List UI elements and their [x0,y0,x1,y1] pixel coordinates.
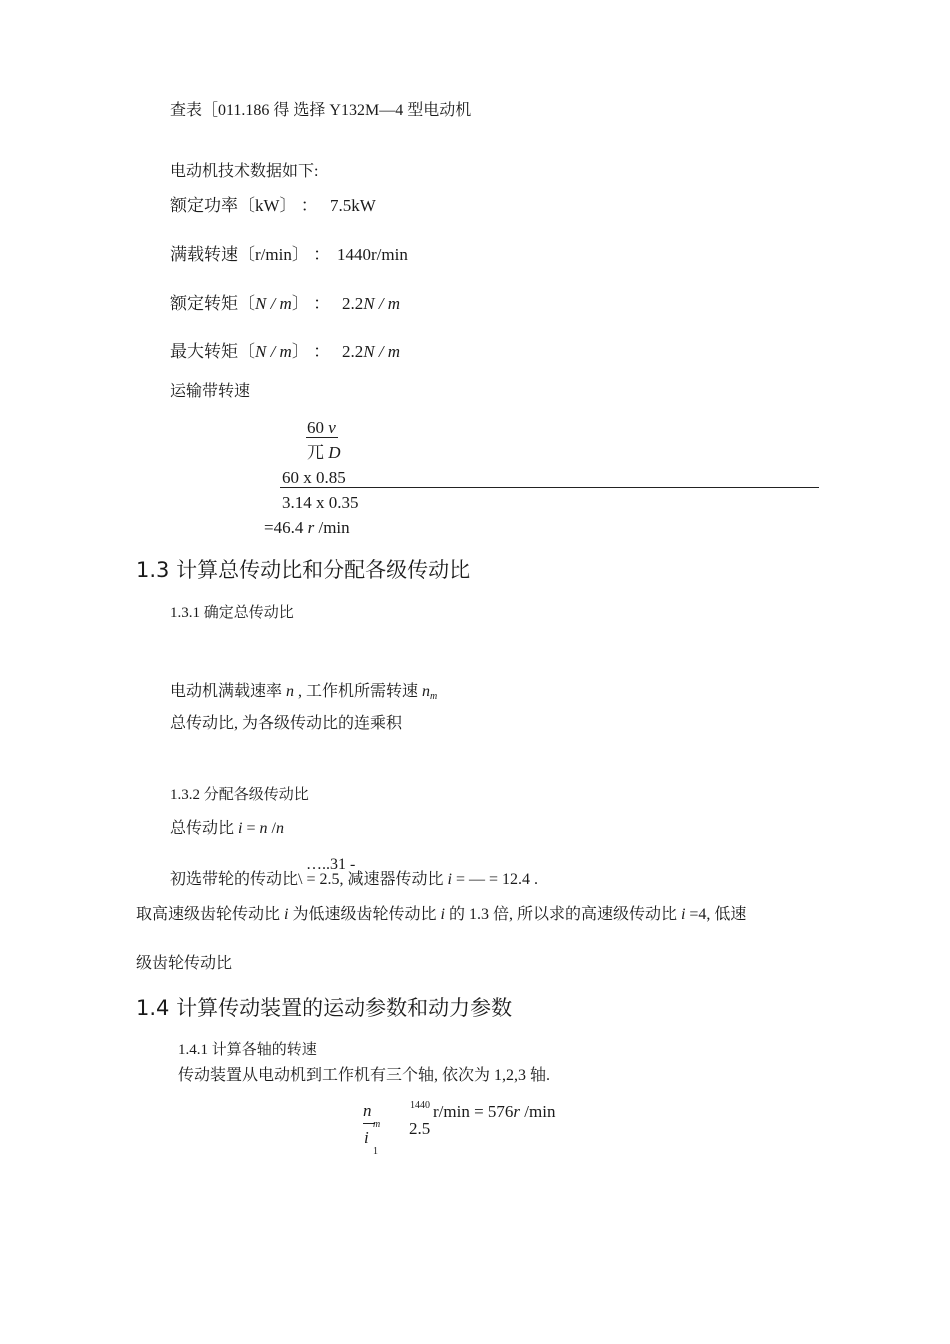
text-rated-torque-unit: N / m [255,294,292,313]
formula-numerator-values: 60 x 0.85 [282,468,346,487]
text-total-ratio-i: i [238,820,243,837]
text-high-speed-prefix: 取高速级齿轮传动比 [136,906,285,923]
formula-numerator [307,419,336,436]
formula-shaft-2-5: 2.5 [409,1119,431,1138]
formula-fraction-line-2 [280,487,819,488]
formula-shaft-result-number: r/min = 576 [433,1102,514,1121]
text-total-ratio-product: 总传动比, 为各级传动比的连乘积 [170,715,403,732]
formula-result-number: =46.4 [264,518,308,537]
heading-section-1-3: 1.3 计算总传动比和分配各级传动比 [136,558,471,582]
formula-shaft-n: n [363,1101,372,1120]
text-total-ratio-formula [170,821,284,837]
text-rated-power-value: 7.5kW [330,196,376,215]
formula-fraction-line-1 [306,437,338,438]
text-total-ratio-n1: n [259,820,268,837]
text-belt-ratio-prefix: 初选带轮的传动比\ = 2.5, 减速器传动比 [170,871,448,888]
heading-section-1-4: 1.4 计算传动装置的运动参数和动力参数 [136,996,513,1020]
text-table-lookup: 查表［011.186 得 选择 Y132M—4 型电动机 [170,102,472,119]
text-full-load-speed-label: 满载转速〔r/min〕 ： [170,245,331,264]
formula-shaft-1440: 1440 [410,1100,430,1111]
text-reducer-ratio-i: i [447,871,452,888]
text-machine-speed-subscript: m [430,691,438,702]
text-belt-ratio [170,872,538,888]
formula-shaft-result [433,1103,555,1120]
text-high-speed-i2: i [440,906,445,923]
formula-shaft-result-var: r [513,1102,521,1121]
text-high-speed-rest: 的 1.3 倍, 所以求的高速级传动比 [444,906,681,923]
text-max-torque-prefix: 最大转矩〔 [170,342,255,361]
text-max-torque-suffix: 〕 ： [291,342,331,361]
formula-denominator-pi: 兀 [307,443,329,462]
text-motor-speed-rate [170,684,437,702]
text-machine-speed-prefix: , 工作机所需转速 [294,683,423,700]
text-high-speed-end: =4, 低速 [685,906,747,923]
heading-subsection-1-3-2: 1.3.2 分配各级传动比 [170,787,309,803]
text-max-torque-number: 2.2 [342,342,364,361]
text-high-speed-mid: 为低速级齿轮传动比 [288,906,441,923]
text-ratio-garbled-top: …..31 - [306,856,356,873]
text-max-torque-unit: N / m [255,342,292,361]
text-belt-speed-label: 运输带转速 [170,383,251,400]
text-max-torque-label [170,343,330,360]
text-rated-torque-prefix: 额定转矩〔 [170,294,255,313]
text-rated-torque-value-unit: N / m [363,294,401,313]
text-motor-speed-var: n [286,683,295,700]
text-total-ratio-eq: = [242,820,260,837]
text-rated-torque-suffix: 〕 ： [291,294,331,313]
text-motor-speed-prefix: 电动机满载速率 [170,683,287,700]
text-total-ratio-n2: n [275,820,284,837]
text-total-ratio-slash: / [267,820,276,837]
formula-shaft-i: i [364,1128,369,1147]
formula-numerator-var: v [328,418,336,437]
text-max-torque-value-unit: N / m [363,342,401,361]
formula-result-var: r [307,518,315,537]
text-rated-torque-number: 2.2 [342,294,364,313]
heading-subsection-1-3-1: 1.3.1 确定总传动比 [170,605,294,621]
formula-numerator-number: 60 [307,418,329,437]
text-three-shafts: 传动装置从电动机到工作机有三个轴, 依次为 1,2,3 轴. [178,1067,551,1084]
formula-shaft-m-subscript: m [373,1119,381,1130]
formula-result-unit: /min [314,518,350,537]
formula-denominator-values: 3.14 x 0.35 [282,493,359,512]
text-motor-data-heading: 电动机技术数据如下: [170,163,319,180]
text-high-speed-i3: i [680,906,686,923]
text-rated-torque-value [342,295,400,312]
text-max-torque-value [342,343,400,360]
formula-denominator [307,444,341,461]
text-rated-power-label: 额定功率〔kW〕 ： [170,196,318,215]
text-machine-speed-var: n [422,683,431,700]
text-reducer-ratio-value: = — = 12.4 . [451,871,538,888]
text-high-speed-ratio [136,907,746,923]
formula-shaft-result-unit: /min [520,1102,556,1121]
text-rated-torque-label [170,295,330,312]
formula-shaft-1-subscript: 1 [373,1146,378,1157]
heading-subsection-1-4-1: 1.4.1 计算各轴的转速 [178,1042,317,1058]
formula-result [264,519,350,536]
text-full-load-speed-value: 1440r/min [337,245,408,264]
formula-denominator-var: D [328,443,341,462]
text-total-ratio-prefix: 总传动比 [170,820,239,837]
text-high-speed-i1: i [284,906,289,923]
text-low-speed-ratio: 级齿轮传动比 [136,955,233,972]
